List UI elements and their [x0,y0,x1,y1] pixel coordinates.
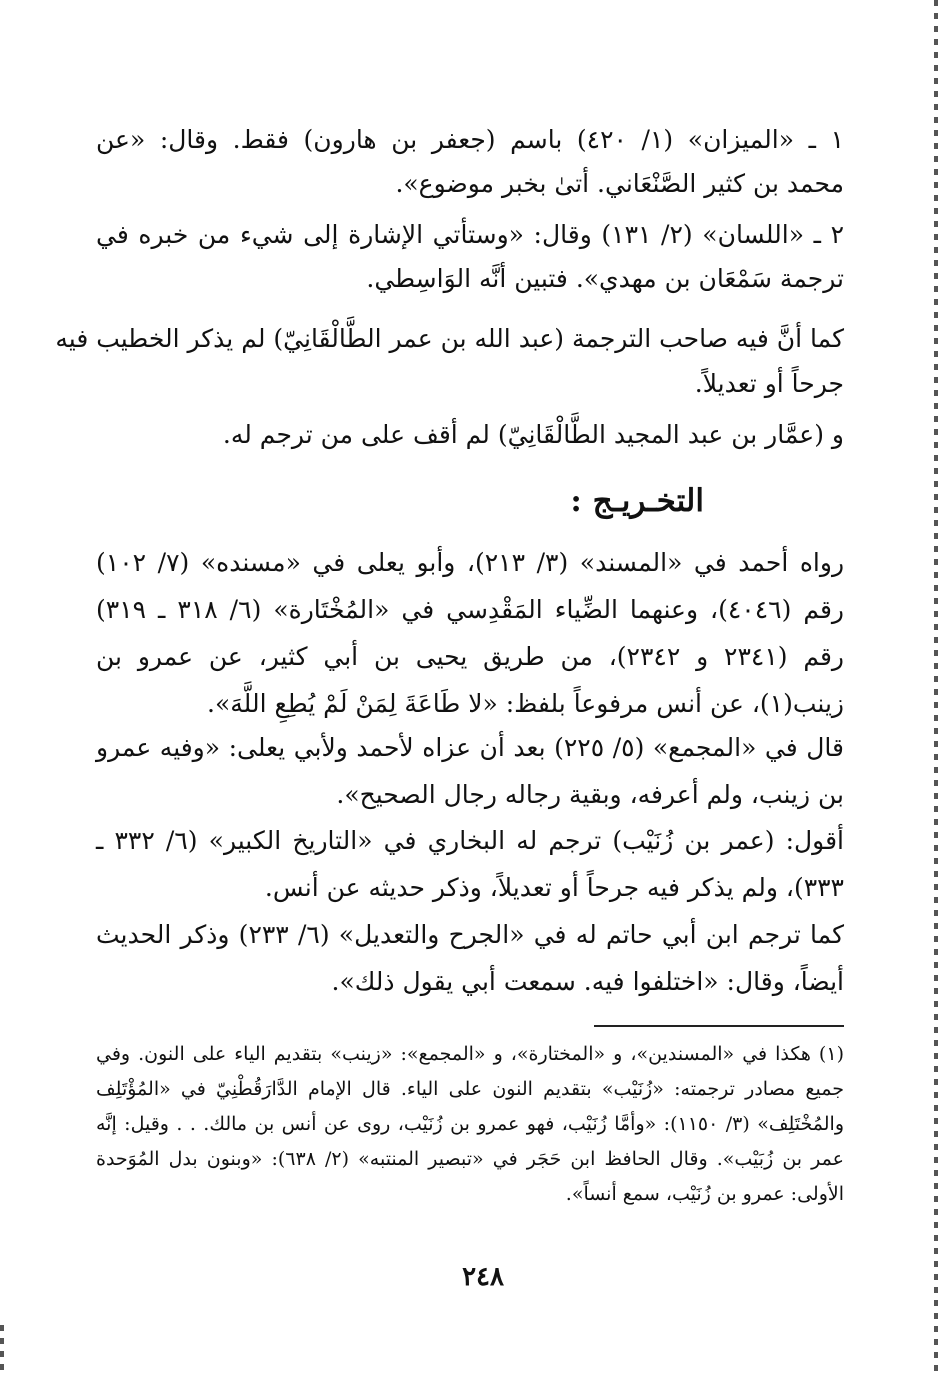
text-line: و (عمَّار بن عبد المجيد الطَّالْقَانِيّ) لم أقف على من ترجم له. [222,420,844,449]
section-heading: التخـريـج : [570,483,704,519]
paragraph: رواه أحمد في «المسند» (٣/ ٢١٣)، وأبو يعلى في «مسنده» (٧/ ١٠٢) رقم (٤٠٤٦)، وعنهما الضِّياء المَقْدِسي في «المُخْتَارة» (٦/ ٣١٨ ـ ٣١٩) رقم (٢٣٤١ و ٢٣٤٢)، من طريق يحيى بن أبي كثير، عن عمرو بن زينب(١)، عن أنس مرفوعاً بلفظ: «لا طَاعَةَ لِمَنْ لَمْ يُطِعِ اللَّهَ». [96,548,845,718]
footnote-separator [594,1025,844,1027]
text-line: ترجمة سَمْعَان بن مهدي». فتبين أنَّه الوَاسِطي. [366,264,844,293]
text-line: ١ ـ «الميزان» (١/ ٤٢٠) باسم (جعفر بن هارون) فقط. وقال: «عن [96,125,845,154]
paragraph: أقول: (عمر بن زُنَيْب) ترجم له البخاري في «التاريخ الكبير» (٦/ ٣٣٢ ـ ٣٣٣)، ولم يذكر فيه جرحاً أو تعديلاً، وذكر حديثه عن أنس. [96,826,844,902]
text-line: ٢ ـ «اللسان» (٢/ ١٣١) وقال: «وستأتي الإشارة إلى شيء من خبره في [96,220,844,249]
text-line: محمد بن كثير الصَّنْعَاني. أتىٰ بخبر موضوع». [395,169,844,198]
footnote: (١) هكذا في «المسندين»، و «المختارة»، و «المجمع»: «زينب» بتقديم الياء على النون. وفي جميع مصادر ترجمته: «زُنَيْب» بتقديم النون على الياء. قال الإمام الدَّارَقُطْنِيّ في «المُؤْتَلِف والمُخْتَلِف» (٣/ ١١٥٠): «وأمَّا زُنَيْب، فهو عمرو بن زُنَيْب، روى عن أنس بن مالك. . . وقيل: إنَّه عمر بن زُبَيْب». وقال الحافظ ابن حَجَر في «تبصير المنتبه» (٢/ ٦٣٨): «وبنون بدل المُوَحدة الأولى: عمرو بن زُنَيْب، سمع أنساً». [96,1043,844,1205]
paragraph: قال في «المجمع» (٥/ ٢٢٥) بعد أن عزاه لأحمد ولأبي يعلى: «وفيه عمرو بن زينب، ولم أعرفه، وبقية رجاله رجال الصحيح». [96,733,844,809]
scan-edge-right [934,0,938,1375]
text-line: كما أنَّ فيه صاحب الترجمة (عبد الله بن عمر الطَّالْقَانِيّ) لم يذكر الخطيب فيه [55,324,844,353]
page-number: ٢٤٨ [462,1262,504,1292]
paragraph: كما ترجم ابن أبي حاتم له في «الجرح والتعديل» (٦/ ٢٣٣) وذكر الحديث أيضاً، وقال: «اختلفوا فيه. سمعت أبي يقول ذلك». [96,920,844,996]
book-page [55,0,845,1375]
scan-edge-left [0,1325,4,1375]
text-line: جرحاً أو تعديلاً. [694,369,844,398]
